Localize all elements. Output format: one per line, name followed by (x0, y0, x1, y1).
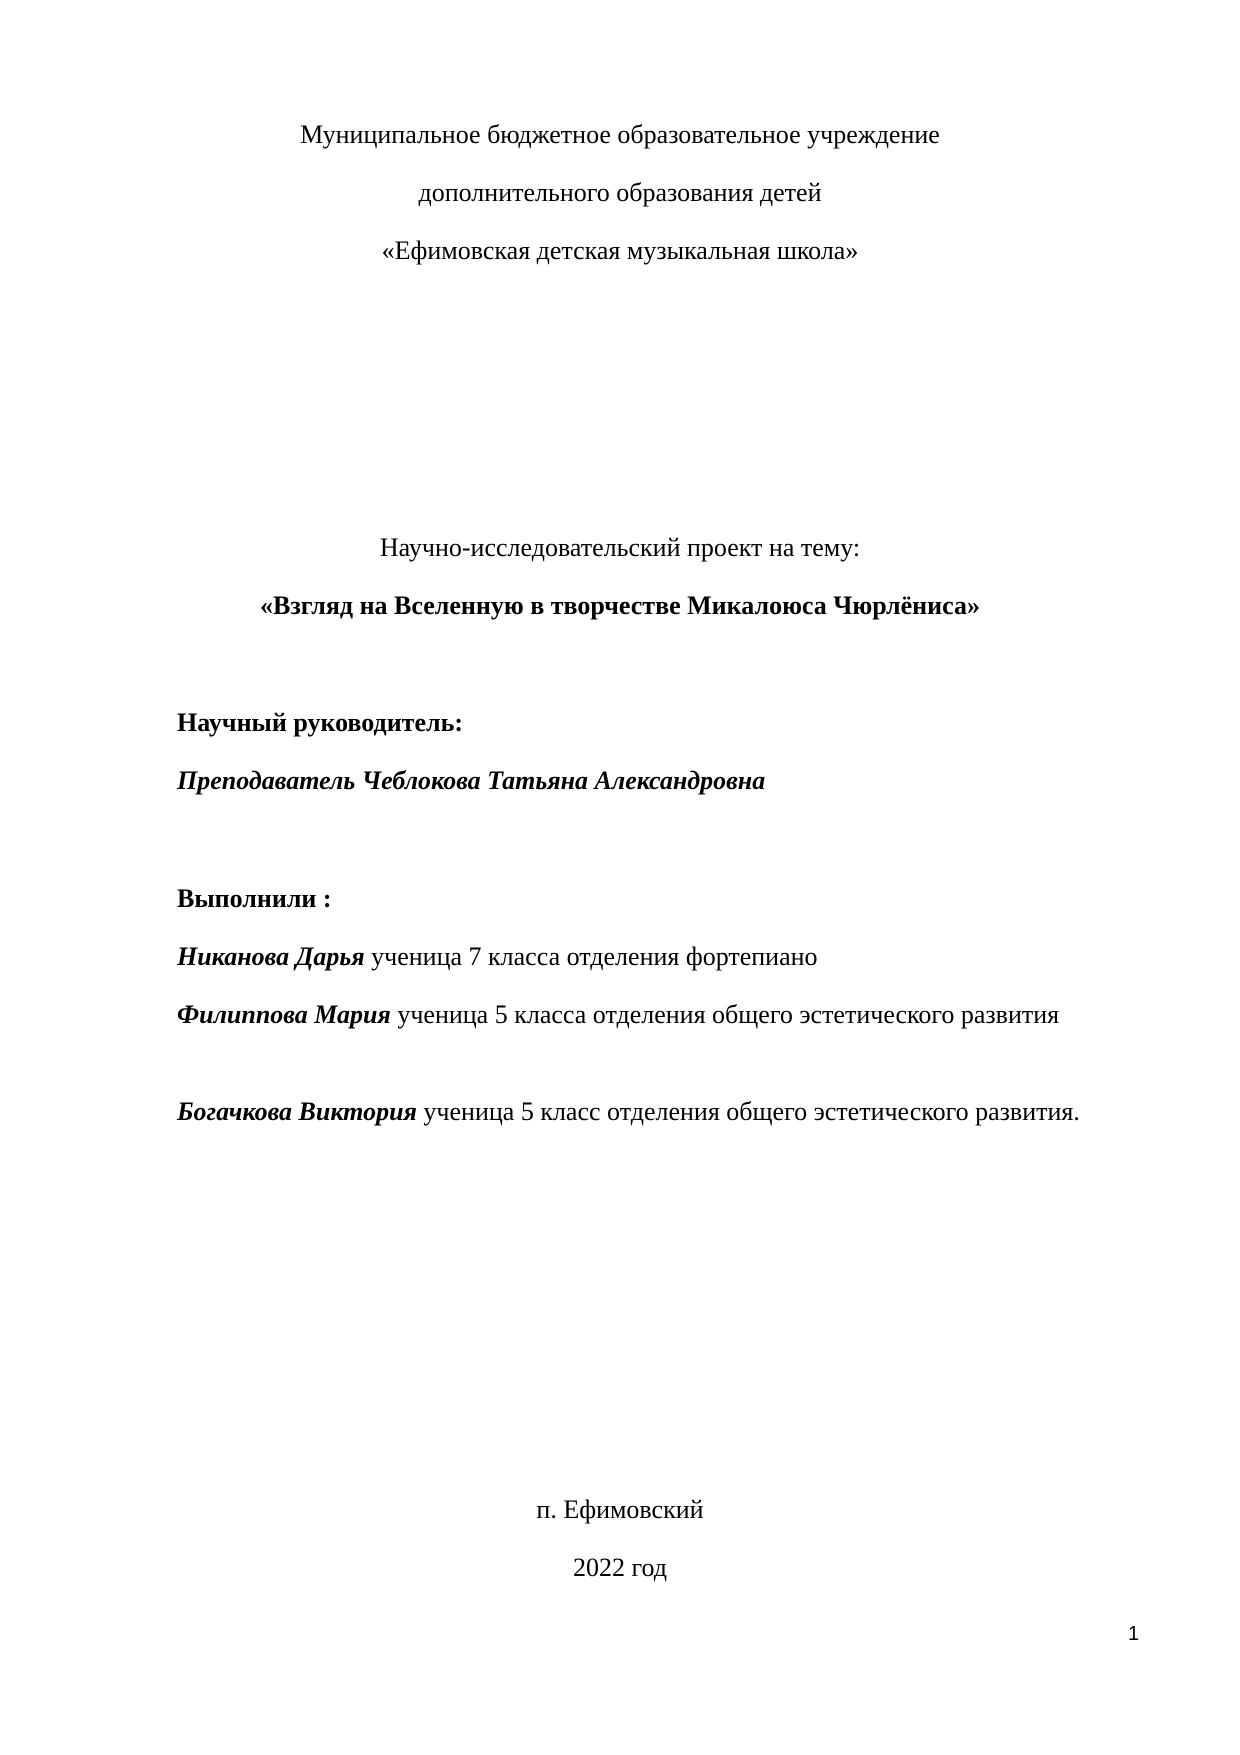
author-item (177, 938, 1149, 976)
author-item (177, 996, 1149, 1034)
year: 2022 год (573, 1553, 667, 1582)
author-item (177, 1093, 1149, 1131)
location: п. Ефимовский (536, 1495, 704, 1524)
author-name: Филиппова Мария (177, 1000, 391, 1029)
author-description: ученица 5 класс отделения общего эстетического развития. (416, 1097, 1080, 1126)
institution-line-3: «Ефимовская детская музыкальная школа» (381, 236, 859, 265)
institution-line-1: Муниципальное бюджетное образовательное учреждение (300, 120, 940, 149)
author-name: Никанова Дарья (177, 942, 365, 971)
author-description: ученица 7 класса отделения фортепиано (364, 942, 818, 971)
project-subtitle: Научно-исследовательский проект на тему: (379, 533, 861, 562)
project-title: «Взгляд на Вселенную в творчестве Микалоюса Чюрлёниса» (259, 591, 980, 620)
supervisor-heading: Научный руководитель: (177, 708, 463, 737)
page-number: 1 (1128, 1623, 1140, 1645)
institution-line-2: дополнительного образования детей (418, 178, 822, 207)
author-description: ученица 5 класса отделения общего эстетического развития (390, 1000, 1060, 1029)
supervisor-name: Преподаватель Чеблокова Татьяна Александровна (177, 766, 766, 795)
author-name: Богачкова Виктория (177, 1097, 417, 1126)
authors-heading: Выполнили : (177, 884, 332, 913)
